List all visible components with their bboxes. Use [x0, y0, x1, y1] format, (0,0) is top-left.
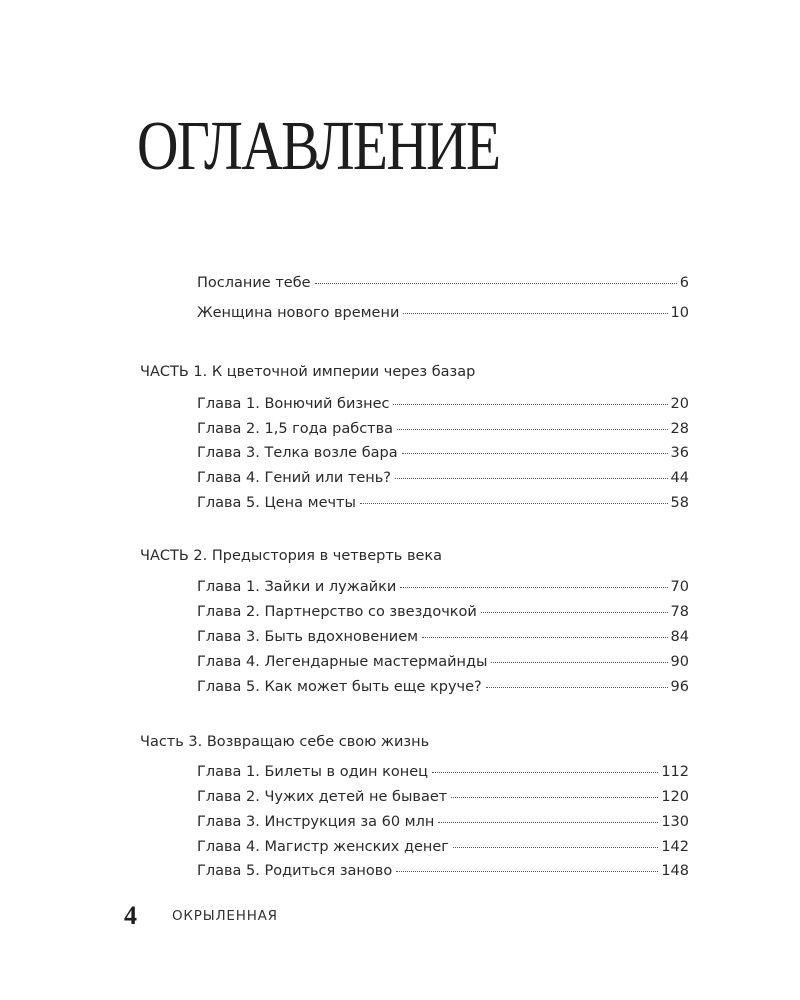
- dot-leader: [396, 871, 658, 872]
- toc-entry-label: Глава 5. Цена мечты: [197, 495, 356, 511]
- toc-entry-page: 142: [661, 839, 689, 855]
- toc-entry[interactable]: [197, 763, 689, 781]
- toc-entry-page: 120: [661, 789, 689, 805]
- toc-entry[interactable]: [197, 395, 689, 413]
- dot-leader: [395, 478, 668, 479]
- toc-entry-page: 28: [670, 421, 689, 437]
- toc-entry[interactable]: [197, 862, 689, 880]
- toc-entry[interactable]: [197, 469, 689, 487]
- toc-entry-label: Глава 2. Партнерство со звездочкой: [197, 604, 477, 620]
- part-heading[interactable]: ЧАСТЬ 2. Предыстория в четверть века: [140, 548, 443, 564]
- toc-entry-page: 84: [670, 629, 689, 645]
- toc-entry-label: Глава 1. Вонючий бизнес: [197, 396, 390, 412]
- page-title: ОГЛАВЛЕНИЕ: [137, 108, 500, 185]
- toc-entry-label: Женщина нового времени: [197, 305, 400, 321]
- toc-entry[interactable]: [197, 813, 689, 831]
- toc-entry[interactable]: [197, 678, 689, 696]
- toc-entry-page: 148: [661, 863, 689, 879]
- dot-leader: [451, 797, 658, 798]
- dot-leader: [397, 429, 668, 430]
- dot-leader: [402, 453, 668, 454]
- toc-entry[interactable]: [197, 494, 689, 512]
- toc-entry-page: 78: [670, 604, 689, 620]
- toc-entry[interactable]: [197, 788, 689, 806]
- toc-entry[interactable]: [197, 444, 689, 462]
- toc-entry-page: 70: [670, 579, 689, 595]
- toc-entry-label: Глава 3. Телка возле бара: [197, 445, 398, 461]
- toc-entry-label: Глава 1. Зайки и лужайки: [197, 579, 397, 595]
- dot-leader: [486, 687, 668, 688]
- toc-entry-page: 10: [670, 305, 689, 321]
- dot-leader: [422, 637, 667, 638]
- toc-entry-label: Глава 3. Инструкция за 60 млн: [197, 814, 435, 830]
- part-heading[interactable]: ЧАСТЬ 1. К цветочной империи через базар: [140, 364, 476, 380]
- toc-entry-label: Послание тебе: [197, 275, 311, 291]
- toc-entry-label: Глава 2. 1,5 года рабства: [197, 421, 394, 437]
- toc-entry[interactable]: [197, 603, 689, 621]
- toc-entry[interactable]: [197, 628, 689, 646]
- toc-entry-label: Глава 4. Легендарные мастермайнды: [197, 654, 488, 670]
- part-heading[interactable]: Часть 3. Возвращаю себе свою жизнь: [140, 734, 430, 750]
- toc-entry-label: Глава 5. Как может быть еще круче?: [197, 679, 482, 695]
- toc-entry-page: 6: [679, 275, 689, 291]
- toc-entry-label: Глава 4. Магистр женских денег: [197, 839, 449, 855]
- toc-entry[interactable]: [197, 653, 689, 671]
- toc-entry-page: 130: [661, 814, 689, 830]
- toc-entry[interactable]: [197, 304, 689, 322]
- toc-entry-page: 112: [661, 764, 689, 780]
- toc-entry-page: 20: [670, 396, 689, 412]
- toc-entry-page: 90: [670, 654, 689, 670]
- dot-leader: [481, 612, 668, 613]
- toc-entry-label: Глава 3. Быть вдохновением: [197, 629, 419, 645]
- running-footer-title: ОКРЫЛЕННАЯ: [172, 908, 278, 924]
- toc-entry-label: Глава 5. Родиться заново: [197, 863, 393, 879]
- dot-leader: [438, 822, 658, 823]
- toc-entry[interactable]: [197, 274, 689, 292]
- toc-entry-label: Глава 4. Гений или тень?: [197, 470, 391, 486]
- toc-entry-label: Глава 1. Билеты в один конец: [197, 764, 429, 780]
- toc-entry-page: 44: [670, 470, 689, 486]
- page-number: 4: [124, 901, 137, 930]
- toc-entry-page: 36: [670, 445, 689, 461]
- dot-leader: [432, 772, 658, 773]
- toc-entry-label: Глава 2. Чужих детей не бывает: [197, 789, 448, 805]
- dot-leader: [491, 662, 667, 663]
- toc-entry[interactable]: [197, 578, 689, 596]
- dot-leader: [400, 587, 667, 588]
- dot-leader: [315, 283, 677, 284]
- dot-leader: [393, 404, 667, 405]
- toc-entry-page: 58: [670, 495, 689, 511]
- toc-entry[interactable]: [197, 420, 689, 438]
- dot-leader: [360, 503, 668, 504]
- dot-leader: [403, 313, 667, 314]
- toc-entry[interactable]: [197, 838, 689, 856]
- dot-leader: [453, 847, 658, 848]
- toc-entry-page: 96: [670, 679, 689, 695]
